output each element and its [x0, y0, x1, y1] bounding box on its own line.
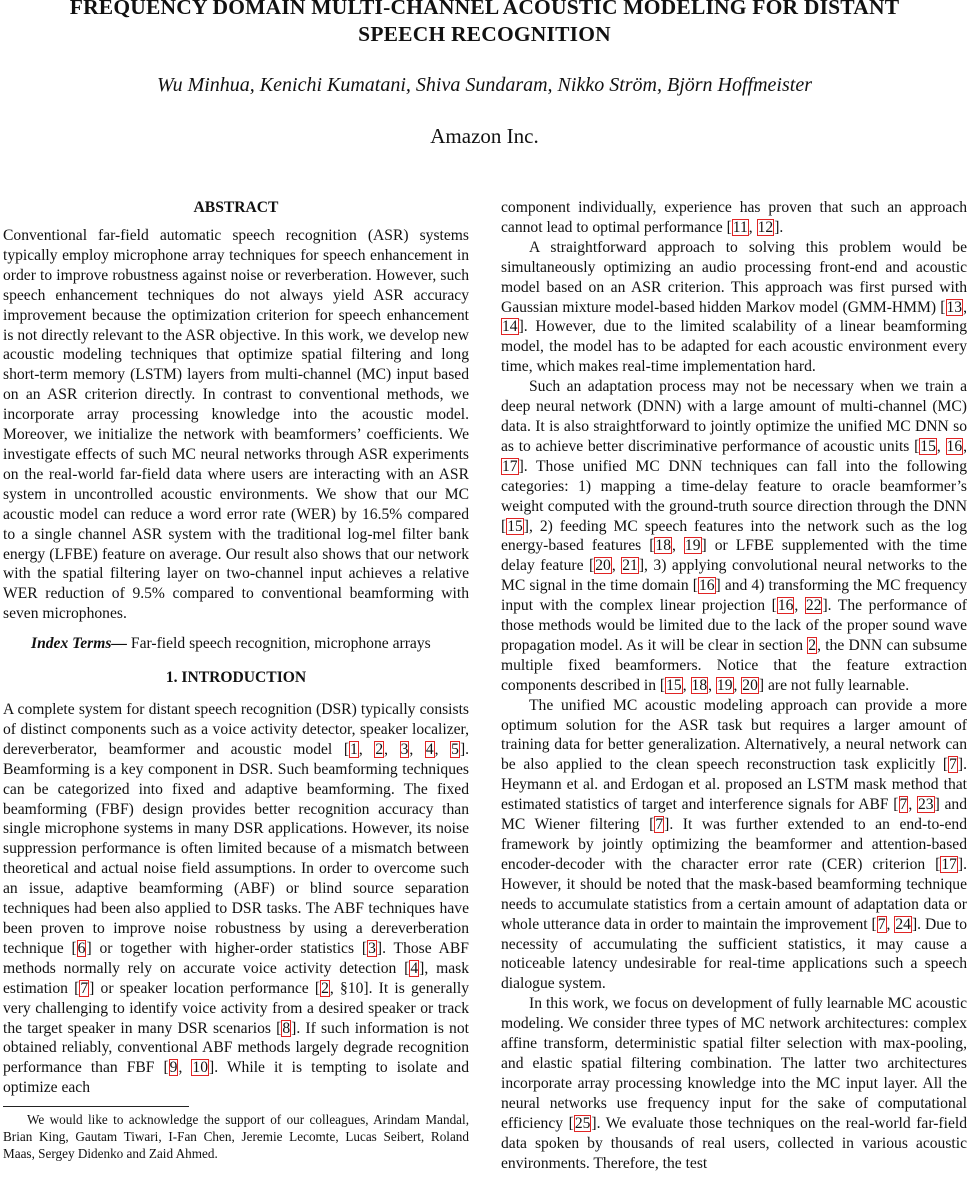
citation-link[interactable]: 23: [917, 796, 934, 814]
paper-title: [0, 0, 969, 48]
citation-link[interactable]: 15: [666, 676, 682, 694]
citation-link[interactable]: 10: [192, 1059, 208, 1077]
citation-link[interactable]: 13: [946, 298, 963, 316]
left-column: [3, 198, 469, 1162]
citation-link[interactable]: 14: [502, 318, 518, 336]
abstract-heading: ABSTRACT: [193, 199, 279, 216]
paper-title-line-1: FREQUENCY DOMAIN MULTI-CHANNEL ACOUSTIC MODELING FOR DISTANT: [69, 0, 900, 19]
citation-link[interactable]: 15: [920, 437, 936, 455]
intro-paragraph-1: A complete system for distant speech recognition (DSR) typically consists of distinct components such as a voice activity detector, speaker localizer, dereverberator, beamformer and acoustic model [1, 2, 3, 4, 5]. Beamforming is a key component in DSR. Such beamforming techniques can be categorized into fixed and adaptive beamforming. The fixed beamforming (FBF) design provides better recognition accuracy than single microphone systems in many DSR applications. However, its noise suppression performance is often limited because of a mismatch between theoretical and actual noise field assumptions. In order to overcome such an issue, adaptive beamforming (ABF) or blind source separation techniques had been also applied to DSR tasks. The ABF techniques have been proven to improve noise robustness by using a dereverberation technique [6] or together with higher-order statistics [3]. Those ABF methods normally rely on accurate voice activity detection [4], mask estimation [7] or speaker location performance [2, §10]. It is generally very challenging to identify voice activity from a desired speaker or track the target speaker in many DSR scenarios [8]. If such information is not obtained reliably, conventional ABF methods largely degrade recognition performance than FBF [9, 10]. While it is tempting to isolate and optimize each: [3, 701, 470, 1097]
paper-title-line-2: SPEECH RECOGNITION: [358, 22, 611, 46]
affiliation: Amazon Inc.: [430, 124, 539, 148]
citation-link[interactable]: 2: [321, 979, 329, 997]
citation-link[interactable]: 4: [425, 740, 434, 758]
citation-link[interactable]: 21: [622, 557, 638, 575]
citation-link[interactable]: 7: [80, 979, 89, 997]
index-terms: [3, 634, 469, 654]
citation-link[interactable]: 17: [502, 457, 518, 475]
abstract-text: Conventional far-field automatic speech recognition (ASR) systems typically employ microphone array techniques for speech enhancement in order to improve robustness against noise or reverberation. However, such speech enhancement techniques do not always yield ASR accuracy improvement because the optimization criterion for speech enhancement is not directly relevant to the ASR objective. In this work, we develop new acoustic modeling techniques that optimize spatial filtering and long short-term memory (LSTM) layers from multi-channel (MC) input based on an ASR criterion directly. In contrast to conventional methods, we incorporate array processing knowledge into the acoustic model. Moreover, we initialize the network with beamformers’ coefficients. We investigate effects of such MC neural networks through ASR experiments on the real-world far-field data where users are interacting with an ASR system in uncontrolled acoustic environments. We show that our MC acoustic model can reduce a word error rate (WER) by 16.5% compared to a single channel ASR system with the traditional log-mel filter bank energy (LFBE) feature on average. Our result also shows that our network with the spatial filtering layer on two-channel input achieves a relative WER reduction of 9.5% compared to conventional beamforming with seven microphones.: [3, 227, 469, 623]
intro-paragraph-2: A straightforward approach to solving this problem would be simultaneously optimizing an audio processing front-end and acoustic model based on an ASR criterion. This approach was first pursed with Gaussian mixture model-based hidden Markov model (GMM-HMM) [13, 14]. However, due to the limited scalability of a linear beamforming model, the model has to be adapted for each acoustic environment every time, which makes real-time implementation hard.: [501, 238, 967, 376]
citation-link[interactable]: 18: [655, 537, 671, 555]
citation-link[interactable]: 7: [877, 915, 886, 933]
acknowledgment-footnote: We would like to acknowledge the support of our colleagues, Arindam Mandal, Brian King, Gautam Tiwari, I-Fan Chen, Jeremie Lecomte, Lucas Seibert, Roland Maas, Sergey Didenko and Zaid Ahmed.: [3, 1112, 469, 1162]
intro-paragraph-5: In this work, we focus on development of fully learnable MC acoustic modeling. We consider three types of MC network architectures: complex affine transform, deterministic spatial filter selection with max-pooling, and elastic spatial filtering combination. The latter two architectures incorporate array processing knowledge into the MC input layer. All the neural networks use frequency input for the sake of computational efficiency [25]. We evaluate those techniques on the real-world far-field data spoken by thousands of real users, collected in various acoustic environments. Therefore, the test: [501, 995, 968, 1172]
citation-link[interactable]: 16: [777, 597, 794, 615]
author-list: Wu Minhua, Kenichi Kumatani, Shiva Sundaram, Nikko Ström, Björn Hoffmeister: [157, 74, 812, 96]
citation-link[interactable]: 12: [757, 218, 774, 236]
section-heading-introduction: 1. INTRODUCTION: [165, 669, 307, 687]
citation-link[interactable]: 4: [410, 959, 419, 977]
citation-link[interactable]: 20: [595, 557, 611, 575]
citation-link[interactable]: 25: [574, 1114, 591, 1132]
citation-link[interactable]: 7: [655, 816, 664, 834]
citation-link[interactable]: 11: [732, 218, 748, 236]
citation-link[interactable]: 1: [350, 740, 358, 758]
citation-link[interactable]: 3: [368, 939, 376, 957]
citation-link[interactable]: 9: [169, 1059, 178, 1077]
citation-link[interactable]: 20: [742, 676, 758, 694]
footnote-rule: [3, 1106, 189, 1107]
citation-link[interactable]: 2: [808, 636, 817, 654]
citation-link[interactable]: 7: [949, 756, 957, 774]
right-column: [501, 198, 967, 1173]
index-terms-text: Far-field speech recognition, microphone arrays: [127, 635, 431, 653]
citation-link[interactable]: 22: [805, 597, 822, 615]
citation-link[interactable]: 6: [77, 939, 86, 957]
citation-link[interactable]: 19: [716, 676, 733, 694]
citation-link[interactable]: 5: [451, 740, 459, 758]
citation-link[interactable]: 16: [946, 437, 963, 455]
citation-link[interactable]: 15: [507, 517, 523, 535]
index-terms-label: Index Terms—: [31, 635, 128, 653]
citation-link[interactable]: 7: [899, 796, 908, 814]
citation-link[interactable]: 2: [375, 740, 384, 758]
intro-paragraph-4: The unified MC acoustic modeling approach can provide a more optimum solution for the ASR task but requires a larger amount of training data for better generalization. Alternatively, a neural network can be also applied to the clean speech reconstruction task explicitly [7]. Heymann et al. and Erdogan et al. proposed an LSTM mask method that estimated statistics of target and interference signals for ABF [7, 23] and MC Wiener filtering [7]. It was further extended to an end-to-end framework by jointly optimizing the beamformer and attention-based encoder-decoder with the character error rate (CER) criterion [17]. However, it should be noted that the mask-based beamforming technique needs to accumulate statistics from a certain amount of adaptation data or whole utterance data in order to maintain the improvement [7, 24]. Due to necessity of accumulating the sufficient statistics, it may cause a noticeable latency undesirable for real-time applications such a speech dialogue system.: [501, 696, 968, 993]
citation-link[interactable]: 3: [400, 740, 409, 758]
citation-link[interactable]: 8: [282, 1019, 291, 1037]
citation-link[interactable]: 18: [691, 676, 708, 694]
citation-link[interactable]: 17: [941, 855, 957, 873]
citation-link[interactable]: 24: [895, 915, 911, 933]
intro-paragraph-3: Such an adaptation process may not be necessary when we train a deep neural network (DNN) with a large amount of multi-channel (MC) data. It is also straightforward to jointly optimize the unified MC DNN so as to achieve better discriminative performance of acoustic units [15, 16, 17]. Those unified MC DNN techniques can fall into the following categories: 1) mapping a time-delay feature to oracle beamformer’s weight computed with the ground-truth source direction through the DNN [15], 2) feeding MC speech features into the network such as the log energy-based features [18, 19] or LFBE supplemented with the time delay feature [20, 21], 3) applying convolutional neural networks to the MC signal in the time domain [16] and 4) transforming the MC frequency input with the complex linear projection [16, 22]. The performance of those methods would be limited due to the lack of the proper sound wave propagation model. As it will be clear in section 2, the DNN can subsume multiple fixed beamformers. Notice that the feature extraction components described in [15, 18, 19, 20] are not fully learnable.: [501, 378, 968, 694]
citation-link[interactable]: 16: [698, 577, 715, 595]
citation-link[interactable]: 19: [684, 537, 701, 555]
intro-paragraph-1-continued: component individually, experience has proven that such an approach cannot lead to optimal performance [11, 12].: [501, 199, 967, 236]
